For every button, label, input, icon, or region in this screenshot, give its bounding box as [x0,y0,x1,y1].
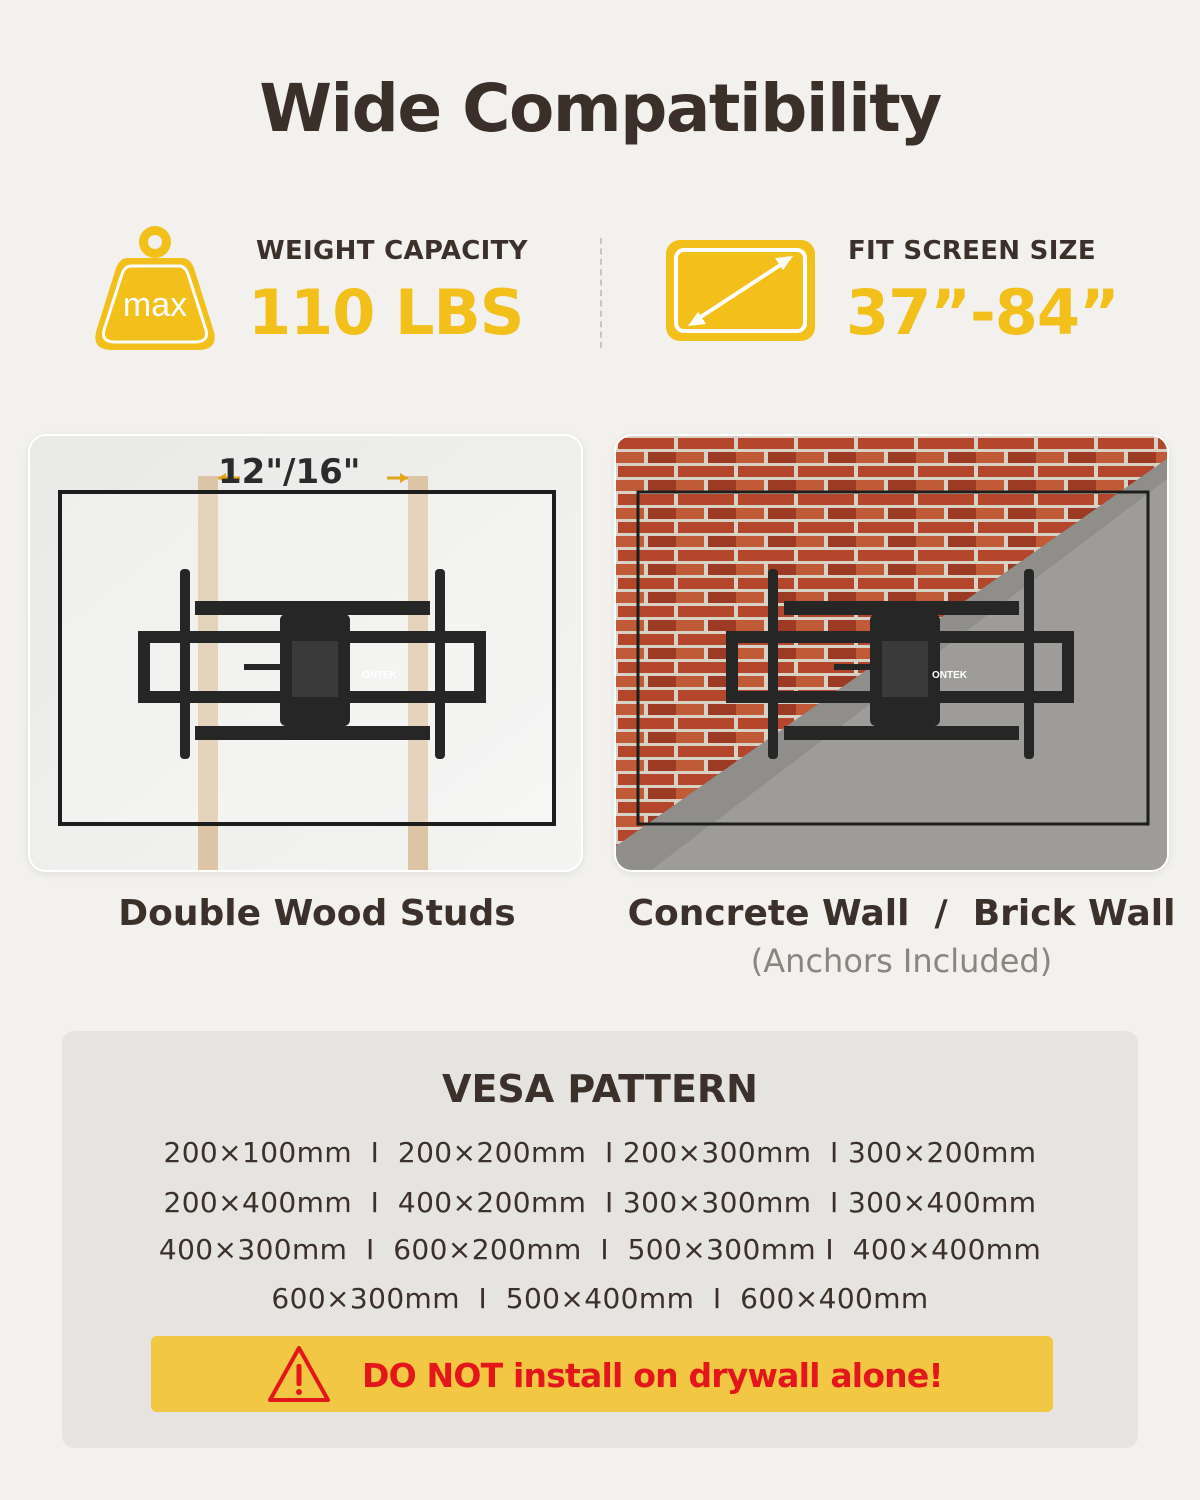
vesa-row-4: 600×300mm I 500×400mm I 600×400mm [271,1282,929,1315]
vesa-row-3: 400×300mm I 600×200mm I 500×300mm I 400×400mm [158,1233,1042,1266]
warning-icon [266,1344,332,1404]
drywall-warning-text: DO NOT install on drywall alone! [362,1356,943,1395]
weight-capacity-value: 110 LBS [248,276,524,349]
page-title: Wide Compatibility [259,70,941,147]
stud-spacing-label: 12"/16" [218,452,361,492]
screen-size-value: 37”-84” [846,276,1119,349]
spec-divider [600,238,602,348]
wood-studs-photo [28,434,583,872]
weight-icon [90,220,220,355]
mount-brand-text-2: ONTEK [932,670,967,681]
anchors-included-note: (Anchors Included) [750,942,1053,980]
wood-studs-caption: Double Wood Studs [118,893,516,934]
screen-size-icon [664,238,817,343]
screen-size-label: FIT SCREEN SIZE [848,236,1096,266]
weight-capacity-label: WEIGHT CAPACITY [256,236,528,266]
concrete-brick-caption: Concrete Wall / Brick Wall [627,893,1176,934]
vesa-pattern-title: VESA PATTERN [442,1067,758,1111]
brick-concrete-photo [614,434,1169,872]
vesa-row-2: 200×400mm I 400×200mm I 300×300mm I 300×400mm [163,1186,1037,1219]
mount-brand-text: ONTEK [362,670,397,681]
vesa-row-1: 200×100mm I 200×200mm I 200×300mm I 300×200mm [163,1136,1037,1169]
weight-icon-text: max [122,286,188,324]
